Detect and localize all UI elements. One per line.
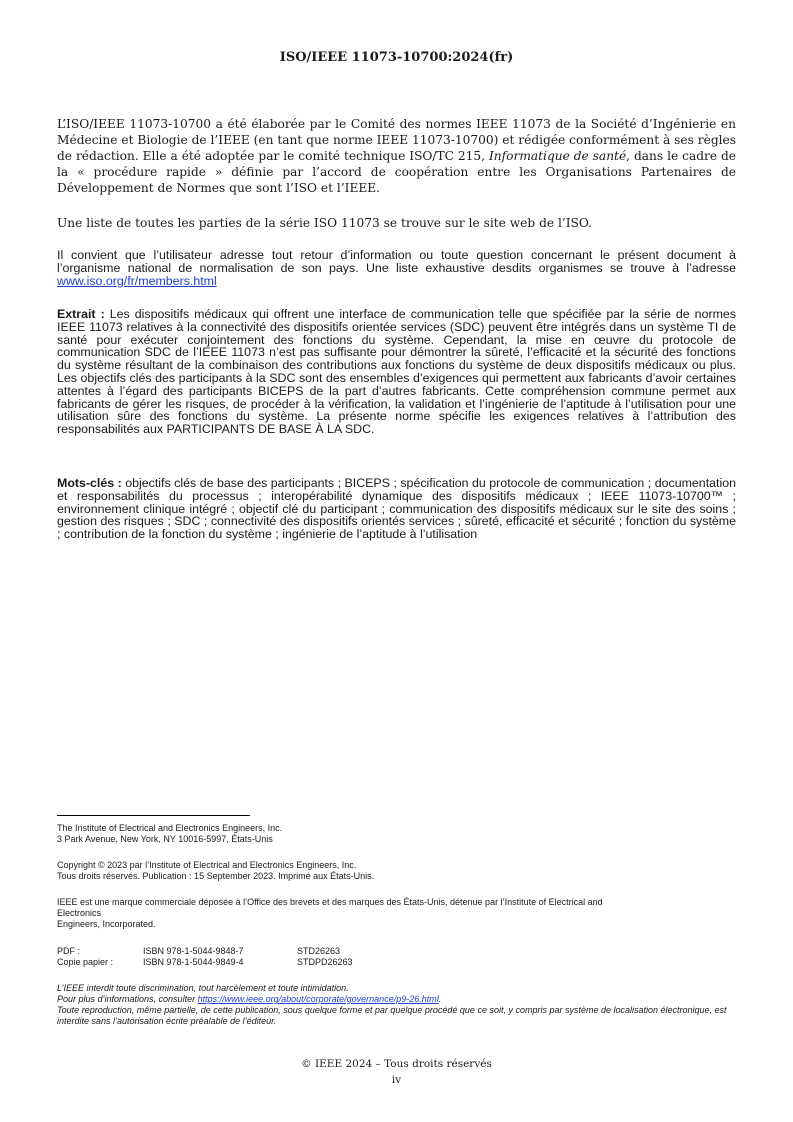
legal-line [57,994,737,1005]
keywords-paragraph [57,477,736,541]
members-link[interactable]: www.iso.org/fr/members.html [57,273,217,288]
abstract-section [57,308,736,436]
publisher-info [57,823,737,845]
series-paragraph: Une liste de toutes les parties de la série ISO 11073 se trouve sur le site web de l’ISO. [57,216,593,230]
trademark-line: Electronics [57,908,102,918]
keywords-label: Mots-clés : [57,476,122,490]
policy-link[interactable]: https://www.ieee.org/about/corporate/governance/p9-26.html [197,994,439,1004]
intro-paragraph [57,116,736,196]
legal-text: Pour plus d’informations, consulter [57,994,198,1004]
intro-text-continued: , dans le cadre de la « procédure rapide » définie par l’accord de coopération entre les Organisations Partenaires de Développement de Normes que sont l’ISO et l’IEEE. [57,149,736,195]
legal-notice [57,983,737,1027]
isbn-table [57,946,737,968]
isbn-number: ISBN 978-1-5044-9849-4 [143,957,244,967]
publisher-address: 3 Park Avenue, New York, NY 10016-5997, États-Unis [57,834,273,844]
footer-copyright: © IEEE 2024 – Tous droits réservés [301,1058,492,1070]
feedback-text: Il convient que l’utilisateur adresse tout retour d’information ou toute question concernant le présent document à l’organisme national de normalisation de son pays. Une liste exhaustive desdits organismes se trouve à l’adresse [57,248,736,275]
intro-text: L’ISO/IEEE 11073-10700 a été élaborée par le Comité des normes IEEE 11073 de la Société d’Ingénierie en Médecine et Biologie de l’IEEE (en tant que norme IEEE 11073-10700) et rédigée conformément à ses règles de rédaction. Elle a été adoptée par le comité technique ISO/TC 215, [57,117,736,163]
trademark-line: IEEE est une marque commerciale déposée à l’Office des brevets et des marques des États-Unis, détenue par l’Institute of Electrical and [57,897,603,907]
trademark-info [57,897,737,930]
isbn-row-pdf [57,946,737,957]
trademark-line: Engineers, Incorporated. [57,919,156,929]
page-number: iv [391,1074,402,1086]
legal-line: L’IEEE interdit toute discrimination, tout harcèlement et toute intimidation. [57,983,349,993]
footnote-divider [57,815,250,816]
legal-line: Toute reproduction, même partielle, de cette publication, sous quelque forme et par quelque procédé que ce soit, y compris par système de localisation électronique, est interdite sans l’autorisation écrite préalable de l’éditeur. [57,1005,727,1026]
publisher-name: The Institute of Electrical and Electronics Engineers, Inc. [57,823,283,833]
isbn-number: ISBN 978-1-5044-9848-7 [143,946,244,956]
isbn-code: STD26263 [297,946,341,956]
isbn-row-print [57,957,737,968]
isbn-format: PDF : [57,946,81,956]
abstract-label: Extrait : [57,307,105,321]
feedback-paragraph [57,249,736,287]
abstract-text: Les dispositifs médicaux qui offrent une interface de communication telle que spécifiée par la série de normes IEEE 11073 relatives à la connectivité des dispositifs orientée services (SDC) peuvent être intégrés dans un système TI de santé pour exécuter conjointement des fonctions du système. Cependant, la mise en œuvre du protocole de communication SDC de l’IEEE 11073 n’est pas suffisante pour démontrer la sûreté, l’efficacité et la sécurité des fonctions du système résultant de la combinaison des contributions aux fonctions du système de deux dispositifs médicaux ou plus. Les objectifs clés des participants à la SDC sont des ensembles d’exigences qui permettent aux fabricants d’avoir certaines attentes à l’égard des participants BICEPS de la part d’autres fabricants. Cette compréhension commune permet aux fabricants de gérer les risques, de procéder à la vérification, la validation et l’ingénierie de l’aptitude à l’utilisation pour une utilisation sûre des fonctions du système. La présente norme spécifie les exigences relatives à l’attribution des responsabilités aux PARTICIPANTS DE BASE À LA SDC. [57,307,736,437]
document-header: ISO/IEEE 11073-10700:2024(fr) [279,50,514,65]
copyright-line: Copyright © 2023 par l’Institute of Electrical and Electronics Engineers, Inc. [57,860,357,870]
keywords-text: objectifs clés de base des participants ; BICEPS ; spécification du protocole de communication ; documentation et responsabilités du processus ; interopérabilité dynamique des dispositifs médicaux ; IEEE 11073-10700™ ; environnement clinique intégré ; objectif clé du participant ; communication des dispositifs médicaux sur le site des soins ; gestion des risques ; SDC ; connectivité des dispositifs orientés services ; sûreté, efficacité et sécurité ; fonction du système ; contribution de la fonction du système ; ingénierie de l’aptitude à l’utilisation [57,476,737,542]
legal-text: . [438,994,442,1004]
committee-name: Informatique de santé [488,149,627,163]
abstract-paragraph [57,308,736,436]
feedback-section [57,249,736,287]
rights-line: Tous droits réservés. Publication : 15 September 2023. Imprimé aux États-Unis. [57,871,375,881]
series-note [57,215,736,231]
keywords-section [57,477,736,541]
copyright-info [57,860,737,882]
isbn-format: Copie papier : [57,957,114,967]
isbn-code: STDPD26263 [297,957,353,967]
intro-section [57,116,736,196]
